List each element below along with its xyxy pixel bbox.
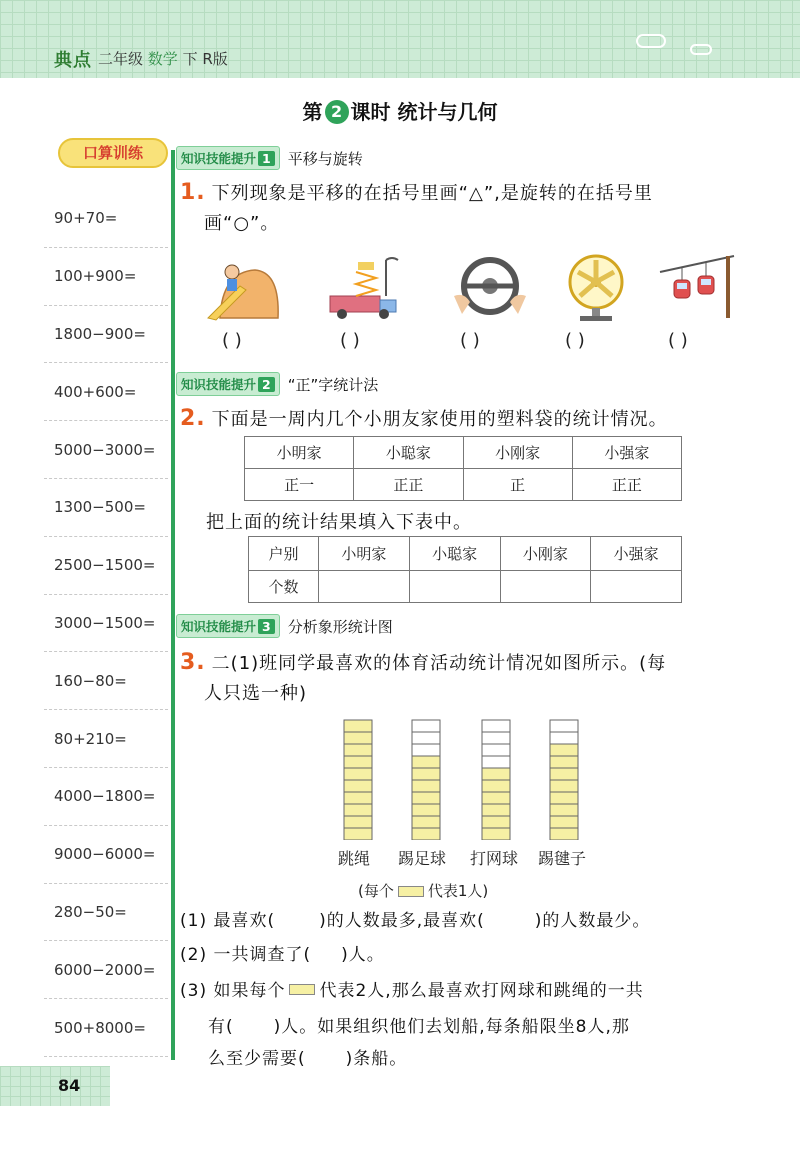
steering-wheel-picture-icon (450, 252, 530, 324)
bar-cell (482, 828, 510, 840)
bar-cell (482, 756, 510, 768)
oral-item: 1300−500= (44, 479, 168, 537)
oral-item: 400+600= (44, 363, 168, 421)
bar-cell (412, 816, 440, 828)
cloud-icon (636, 34, 666, 48)
tally-cell: 正一 (245, 469, 354, 501)
oral-item: 90+70= (44, 190, 168, 248)
question-line: 人只选一种) (204, 683, 308, 704)
version-label: 下 R版 (182, 50, 228, 68)
table-header: 户别 (249, 537, 319, 571)
sub-question-3-cont: 有( )人。如果组织他们去划船,每条船限坐8人,那 (208, 1017, 630, 1037)
legend-box-icon (289, 984, 315, 995)
bar-cell (412, 720, 440, 732)
bar-cell (412, 780, 440, 792)
lesson-title-text: 课时 统计与几何 (350, 100, 498, 124)
sub-question-2: (2) 一共调查了( )人。 (180, 945, 385, 965)
bar-cell (344, 792, 372, 804)
answer-blank[interactable]: ( ) (460, 330, 480, 351)
bar-cell (550, 732, 578, 744)
divider (171, 150, 175, 1060)
oral-exercise-list (44, 190, 168, 1057)
question-1-pictures (200, 252, 760, 324)
slide-picture-icon (200, 252, 280, 324)
question-number: 3. (180, 650, 206, 675)
oral-item: 160−80= (44, 652, 168, 710)
question-line: 下列现象是平移的在括号里画“△”,是旋转的在括号里 (211, 183, 653, 204)
table-header: 小强家 (591, 537, 682, 571)
answer-blank[interactable]: ( ) (340, 330, 360, 351)
tick-label: 打网球 (470, 849, 519, 868)
tick-label: 跳绳 (338, 849, 371, 868)
bar-cell (412, 828, 440, 840)
bar-踢足球 (412, 720, 440, 840)
tally-cell: 正 (463, 469, 572, 501)
table-header: 小聪家 (354, 437, 463, 469)
oral-item: 100+900= (44, 248, 168, 306)
section-title: 平移与旋转 (287, 149, 363, 168)
header-band (0, 0, 800, 78)
bar-cell (344, 732, 372, 744)
oral-item: 500+8000= (44, 999, 168, 1057)
table-header: 小强家 (572, 437, 681, 469)
brand-logo: 典点 (54, 50, 92, 71)
bar-cell (344, 768, 372, 780)
bar-cell (344, 804, 372, 816)
oral-item: 6000−2000= (44, 941, 168, 999)
table-header: 小刚家 (463, 437, 572, 469)
bar-cell (412, 768, 440, 780)
question-number: 1. (180, 180, 206, 205)
fill-in-table (248, 536, 682, 603)
subject-label: 数学 (147, 50, 178, 68)
bar-打网球 (482, 720, 510, 840)
section-title: “正”字统计法 (287, 375, 379, 394)
bar-cell (550, 780, 578, 792)
fan-picture-icon (556, 252, 636, 324)
bar-cell (550, 756, 578, 768)
oral-training-badge: 口算训练 (58, 138, 168, 168)
table-header: 小刚家 (500, 537, 591, 571)
bar-cell (412, 756, 440, 768)
footer-band (0, 1066, 110, 1106)
bar-cell (550, 828, 578, 840)
bar-cell (412, 792, 440, 804)
sub-question-3: (3) 如果每个 代表2人,那么最喜欢打网球和跳绳的一共 (180, 981, 644, 1001)
grade-label: 二年级 (98, 50, 144, 68)
bar-cell (412, 732, 440, 744)
answer-blank[interactable]: ( ) (222, 330, 242, 351)
oral-item: 2500−1500= (44, 537, 168, 595)
bar-cell (412, 744, 440, 756)
bar-cell (550, 720, 578, 732)
answer-blank[interactable]: ( ) (565, 330, 585, 351)
chart-legend (358, 880, 488, 901)
bar-cell (482, 732, 510, 744)
bar-cell (482, 804, 510, 816)
bar-cell (344, 780, 372, 792)
bar-cell (344, 756, 372, 768)
oral-item: 80+210= (44, 710, 168, 768)
bar-cell (482, 780, 510, 792)
pictograph-chart (340, 718, 600, 840)
oral-item: 5000−3000= (44, 421, 168, 479)
legend-box-icon (398, 886, 424, 897)
page-title (0, 96, 800, 125)
question-line: 画“○”。 (204, 213, 280, 234)
bar-cell (550, 768, 578, 780)
oral-item: 3000−1500= (44, 595, 168, 653)
table-header: 小明家 (319, 537, 410, 571)
bar-cell (550, 744, 578, 756)
cloud-icon (690, 44, 712, 55)
instruction-text: 把上面的统计结果填入下表中。 (206, 512, 472, 533)
question-line: 下面是一周内几个小朋友家使用的塑料袋的统计情况。 (211, 409, 668, 430)
oral-item: 280−50= (44, 884, 168, 942)
cable-car-picture-icon (658, 252, 738, 324)
answer-cell[interactable] (591, 571, 682, 603)
question-3-text (180, 648, 760, 709)
tally-cell: 正正 (572, 469, 681, 501)
question-line: 二(1)班同学最喜欢的体育活动统计情况如图所示。(每 (211, 653, 667, 674)
section-header-2 (176, 372, 378, 396)
section-header-3 (176, 614, 393, 638)
section-tag: 知识技能提升 1 (176, 146, 280, 170)
sub-question-3-cont: 么至少需要( )条船。 (208, 1049, 408, 1069)
bar-踢毽子 (550, 720, 578, 840)
bar-跳绳 (344, 720, 372, 840)
lesson-number: 2 (325, 100, 349, 124)
book-info (98, 48, 228, 69)
tick-label: 踢毽子 (538, 849, 587, 868)
legend-text: (每个 (358, 882, 394, 900)
bar-cell (344, 816, 372, 828)
bar-cell (482, 744, 510, 756)
question-2-text (180, 404, 760, 435)
bar-cell (412, 804, 440, 816)
bar-cell (482, 720, 510, 732)
sub-question-1: (1) 最喜欢( )的人数最多,最喜欢( )的人数最少。 (180, 911, 651, 931)
answer-cell[interactable] (319, 571, 410, 603)
tick-label: 踢足球 (398, 849, 447, 868)
section-tag: 知识技能提升 2 (176, 372, 280, 396)
page-number: 84 (58, 1076, 81, 1095)
oral-item: 9000−6000= (44, 826, 168, 884)
lesson-prefix: 第 (302, 100, 323, 124)
section-header-1 (176, 146, 363, 170)
bar-cell (550, 804, 578, 816)
section-title: 分析象形统计图 (287, 617, 393, 636)
oral-item: 4000−1800= (44, 768, 168, 826)
bar-cell (482, 816, 510, 828)
tally-cell: 正正 (354, 469, 463, 501)
bar-cell (482, 792, 510, 804)
row-label: 个数 (249, 571, 319, 603)
legend-text: 代表1人) (427, 882, 489, 900)
bar-cell (344, 828, 372, 840)
table-header: 小聪家 (409, 537, 500, 571)
bar-cell (550, 792, 578, 804)
bar-cell (482, 768, 510, 780)
table-header: 小明家 (245, 437, 354, 469)
bar-cell (344, 720, 372, 732)
chart-category-labels (330, 846, 620, 868)
answer-cell[interactable] (409, 571, 500, 603)
answer-blank[interactable]: ( ) (668, 330, 688, 351)
oral-item: 1800−900= (44, 306, 168, 364)
lift-truck-picture-icon (326, 252, 406, 324)
question-number: 2. (180, 406, 206, 431)
bar-cell (344, 744, 372, 756)
section-tag: 知识技能提升 3 (176, 614, 280, 638)
tally-table (244, 436, 682, 501)
answer-cell[interactable] (500, 571, 591, 603)
bar-cell (550, 816, 578, 828)
question-1-text (180, 178, 760, 239)
